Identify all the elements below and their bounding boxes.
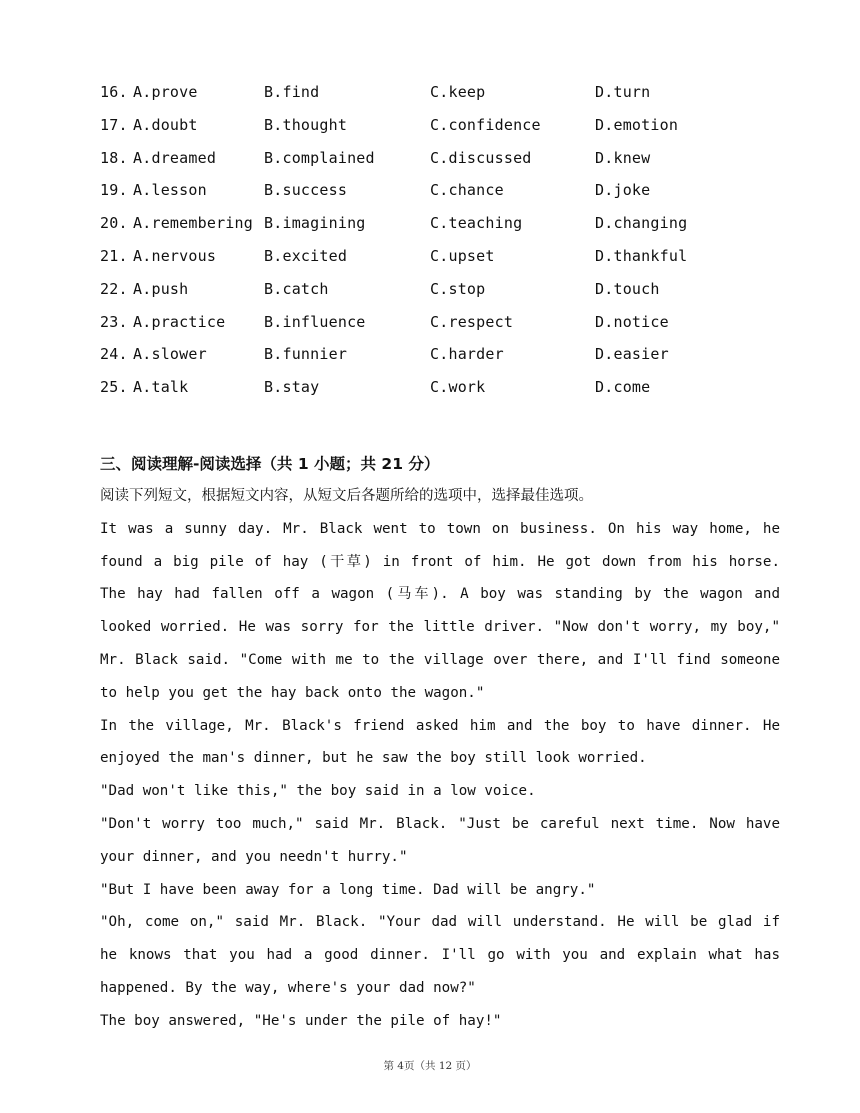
option-a: A.nervous <box>133 246 217 265</box>
option-c: C.chance <box>430 181 504 200</box>
passage-line: enjoyed the man's dinner, but he saw the boy still look worried. <box>100 750 647 767</box>
option-c: C.discussed <box>430 148 532 167</box>
option-b: B.find <box>264 83 320 101</box>
option-d: D.notice <box>595 312 669 331</box>
option-b: B.imagining <box>264 214 366 233</box>
passage-line: he knows that you had a good dinner. I'll go with you and explain what has <box>100 947 780 964</box>
option-c: C.work <box>430 378 486 397</box>
question-number: 24. <box>100 345 128 364</box>
question-number: 25. <box>100 378 128 397</box>
passage-line: "Don't worry too much," said Mr. Black. "Just be careful next time. Now have <box>100 815 780 832</box>
option-a: A.push <box>133 279 189 298</box>
option-a: A.lesson <box>133 181 207 200</box>
passage-line: In the village, Mr. Black's friend asked him and the boy to have dinner. He <box>100 717 780 734</box>
option-c: C.upset <box>430 246 495 265</box>
option-d: D.thankful <box>595 246 688 265</box>
question-number: 23. <box>100 312 128 331</box>
section-heading: 三、阅读理解-阅读选择（共 1 小题；共 21 分） <box>100 455 440 473</box>
passage-line: looked worried. He was sorry for the little driver. "Now don't worry, my boy," <box>100 619 780 636</box>
option-row <box>100 240 780 273</box>
option-c: C.keep <box>430 83 486 101</box>
passage-line: "But I have been away for a long time. Dad will be angry." <box>100 881 596 898</box>
option-row <box>100 338 780 371</box>
option-row <box>100 142 780 175</box>
question-number: 20. <box>100 214 128 233</box>
option-row <box>100 207 780 240</box>
page-footer: 第 4页（共 12 页） <box>383 1060 477 1072</box>
option-a: A.prove <box>133 83 198 101</box>
option-a: A.dreamed <box>133 148 217 167</box>
question-number: 19. <box>100 181 128 200</box>
answer-options-table <box>100 76 780 404</box>
question-number: 22. <box>100 279 128 298</box>
option-c: C.respect <box>430 312 514 331</box>
option-c: C.stop <box>430 279 486 298</box>
option-row <box>100 174 780 207</box>
section-instruction: 阅读下列短文，根据短文内容，从短文后各题所给的选项中，选择最佳选项。 <box>100 488 593 504</box>
option-d: D.knew <box>595 148 651 167</box>
option-b: B.stay <box>264 378 320 397</box>
option-row <box>100 371 780 404</box>
passage-line: your dinner, and you needn't hurry." <box>100 848 408 865</box>
option-row <box>100 76 780 109</box>
option-row <box>100 109 780 142</box>
option-c: C.teaching <box>430 214 523 233</box>
passage-line: Mr. Black said. "Come with me to the village over there, and I'll find someone <box>100 651 780 668</box>
option-b: B.complained <box>264 148 375 167</box>
passage-line: happened. By the way, where's your dad now?" <box>100 979 476 996</box>
passage-line: to help you get the hay back onto the wagon." <box>100 684 485 701</box>
question-number: 21. <box>100 246 128 265</box>
option-b: B.excited <box>264 246 348 265</box>
question-number: 17. <box>100 115 128 134</box>
option-d: D.emotion <box>595 115 679 134</box>
option-d: D.come <box>595 378 651 397</box>
option-d: D.changing <box>595 214 688 233</box>
option-a: A.slower <box>133 345 207 364</box>
option-a: A.practice <box>133 312 226 331</box>
reading-passage <box>100 513 780 1038</box>
option-d: D.joke <box>595 181 651 200</box>
passage-line: The boy answered, "He's under the pile of hay!" <box>100 1012 502 1029</box>
passage-line: It was a sunny day. Mr. Black went to town on business. On his way home, he <box>100 520 780 537</box>
option-d: D.turn <box>595 83 651 101</box>
question-number: 18. <box>100 148 128 167</box>
passage-line: "Dad won't like this," the boy said in a low voice. <box>100 783 536 800</box>
reading-section <box>100 448 780 1038</box>
option-d: D.easier <box>595 345 669 364</box>
passage-line: found a big pile of hay (干草) in front of him. He got down from his horse. <box>100 553 780 570</box>
option-a: A.doubt <box>133 115 198 134</box>
passage-line: "Oh, come on," said Mr. Black. "Your dad will understand. He will be glad if <box>100 914 780 931</box>
option-row <box>100 306 780 339</box>
passage-line: The hay had fallen off a wagon (马车). A boy was standing by the wagon and <box>100 586 780 603</box>
option-b: B.success <box>264 181 348 200</box>
option-row <box>100 273 780 306</box>
option-a: A.remembering <box>133 214 253 233</box>
option-a: A.talk <box>133 378 189 397</box>
question-number: 16. <box>100 83 128 101</box>
option-b: B.influence <box>264 312 366 331</box>
option-b: B.funnier <box>264 345 348 364</box>
option-c: C.harder <box>430 345 504 364</box>
option-b: B.catch <box>264 279 329 298</box>
option-b: B.thought <box>264 115 348 134</box>
option-d: D.touch <box>595 279 660 298</box>
option-c: C.confidence <box>430 115 541 134</box>
